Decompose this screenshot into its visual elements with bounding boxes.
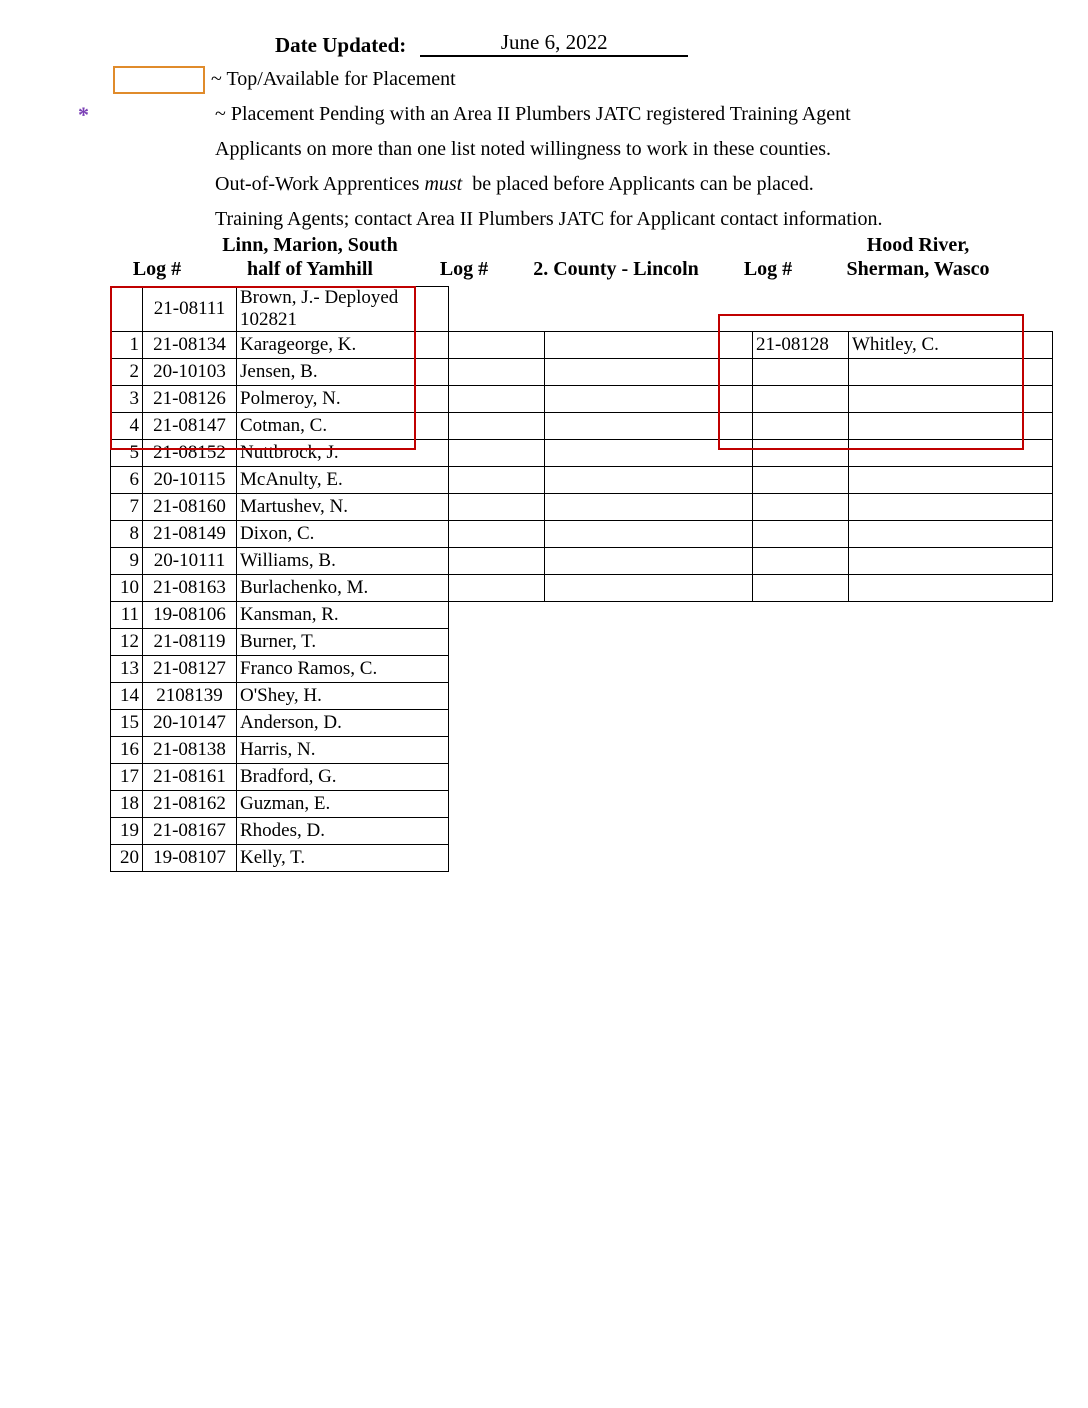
cell-log-number: 20-10147 (143, 710, 237, 737)
legend-line-3 (78, 132, 1038, 167)
cell-applicant-name-2 (545, 386, 753, 413)
row-number: 7 (111, 494, 143, 521)
cell-log-number-2 (449, 467, 545, 494)
table-row (111, 764, 1053, 791)
cell-log-number: 21-08138 (143, 737, 237, 764)
legend-note-apprentices-italic: must (424, 173, 463, 195)
cell-applicant-name-2 (545, 521, 753, 548)
cell-applicant-name: Harris, N. (237, 737, 449, 764)
cell-log-number: 21-08119 (143, 629, 237, 656)
table-row (111, 629, 1053, 656)
cell-log-number: 21-08127 (143, 656, 237, 683)
legend-line-5 (78, 202, 1038, 237)
cell-log-number: 21-08161 (143, 764, 237, 791)
row-number: 9 (111, 548, 143, 575)
header-region-1-line1: Linn, Marion, South (222, 234, 398, 256)
cell-log-number-3 (753, 413, 849, 440)
cell-applicant-name-2 (545, 467, 753, 494)
cell-log-number: 21-08126 (143, 386, 237, 413)
header-region-1-line2: half of Yamhill (247, 258, 373, 280)
cell-applicant-name: Guzman, E. (237, 791, 449, 818)
cell-applicant-name-3 (849, 521, 1053, 548)
row-number (111, 287, 143, 332)
cell-log-number-3: 21-08128 (753, 332, 849, 359)
cell-log-number-3 (753, 359, 849, 386)
cell-log-number: 21-08163 (143, 575, 237, 602)
cell-applicant-name-3 (849, 467, 1053, 494)
cell-log-number-2 (449, 413, 545, 440)
legend-note-multiple-lists: Applicants on more than one list noted willingness to work in these counties. (215, 138, 832, 160)
table-row (111, 440, 1053, 467)
cell-log-number: 20-10103 (143, 359, 237, 386)
row-number: 16 (111, 737, 143, 764)
cell-applicant-name: Williams, B. (237, 548, 449, 575)
cell-log-number-3 (753, 494, 849, 521)
cell-log-number: 2108139 (143, 683, 237, 710)
date-updated-value-underline (420, 30, 688, 57)
top-available-color-swatch (113, 66, 205, 94)
cell-log-number: 21-08160 (143, 494, 237, 521)
cell-log-number-2 (449, 521, 545, 548)
table-row (111, 656, 1053, 683)
table-row (111, 359, 1053, 386)
cell-applicant-name-2 (545, 413, 753, 440)
cell-applicant-name: Brown, J.- Deployed 102821 (237, 287, 449, 332)
date-updated-row (275, 30, 688, 57)
legend-swatch-note: ~ Top/Available for Placement (211, 68, 456, 90)
cell-applicant-name-3 (849, 359, 1053, 386)
row-number: 8 (111, 521, 143, 548)
header-region-2: 2. County - Lincoln (533, 258, 699, 280)
legend-note-training-agents: Training Agents; contact Area II Plumbers JATC for Applicant contact information. (215, 208, 883, 230)
cell-log-number-3 (753, 548, 849, 575)
table-row (111, 548, 1053, 575)
table-row (111, 386, 1053, 413)
row-number: 15 (111, 710, 143, 737)
cell-applicant-name: Kelly, T. (237, 845, 449, 872)
cell-applicant-name-3 (849, 548, 1053, 575)
table-row (111, 413, 1053, 440)
table-row (111, 494, 1053, 521)
table-row (111, 521, 1053, 548)
row-number: 10 (111, 575, 143, 602)
cell-applicant-name: Burlachenko, M. (237, 575, 449, 602)
cell-applicant-name-2 (545, 548, 753, 575)
cell-log-number-2 (449, 548, 545, 575)
cell-log-number-2 (449, 575, 545, 602)
cell-applicant-name-2 (545, 440, 753, 467)
cell-applicant-name-2 (545, 575, 753, 602)
cell-log-number-2 (449, 440, 545, 467)
cell-log-number: 21-08149 (143, 521, 237, 548)
table-row (111, 467, 1053, 494)
row-number: 5 (111, 440, 143, 467)
header-region-3-line1: Hood River, (866, 234, 970, 256)
cell-log-number-2 (449, 494, 545, 521)
legend-line-4 (78, 167, 1038, 202)
cell-log-number-2 (449, 386, 545, 413)
row-number: 14 (111, 683, 143, 710)
legend-line-asterisk (78, 97, 1038, 132)
row-number: 4 (111, 413, 143, 440)
cell-log-number: 19-08107 (143, 845, 237, 872)
cell-log-number-3 (753, 575, 849, 602)
cell-log-number-3 (753, 521, 849, 548)
cell-applicant-name: Cotman, C. (237, 413, 449, 440)
table-row (111, 818, 1053, 845)
table-row (111, 683, 1053, 710)
cell-log-number: 21-08167 (143, 818, 237, 845)
table-row (111, 332, 1053, 359)
table-row (111, 791, 1053, 818)
row-number: 3 (111, 386, 143, 413)
row-number: 11 (111, 602, 143, 629)
cell-log-number-3 (753, 440, 849, 467)
cell-applicant-name-3 (849, 494, 1053, 521)
cell-applicant-name: Franco Ramos, C. (237, 656, 449, 683)
table-row (111, 737, 1053, 764)
cell-log-number: 19-08106 (143, 602, 237, 629)
cell-applicant-name-3 (849, 575, 1053, 602)
cell-applicant-name-2 (545, 359, 753, 386)
row-number: 13 (111, 656, 143, 683)
cell-applicant-name: Dixon, C. (237, 521, 449, 548)
cell-applicant-name: Kansman, R. (237, 602, 449, 629)
header-region-3-line2: Sherman, Wasco (846, 258, 990, 280)
cell-log-number: 21-08152 (143, 440, 237, 467)
cell-applicant-name: Rhodes, D. (237, 818, 449, 845)
cell-log-number: 21-08111 (143, 287, 237, 332)
header-log-2: Log # (439, 258, 489, 280)
legend-note-apprentices-a: Out-of-Work Apprentices (215, 173, 420, 195)
cell-applicant-name-2 (545, 494, 753, 521)
cell-log-number: 21-08162 (143, 791, 237, 818)
cell-applicant-name-3 (849, 413, 1053, 440)
cell-applicant-name: O'Shey, H. (237, 683, 449, 710)
cell-applicant-name: Polmeroy, N. (237, 386, 449, 413)
cell-applicant-name: Jensen, B. (237, 359, 449, 386)
cell-log-number: 20-10111 (143, 548, 237, 575)
cell-applicant-name: Anderson, D. (237, 710, 449, 737)
cell-log-number-2 (449, 332, 545, 359)
cell-applicant-name: McAnulty, E. (237, 467, 449, 494)
row-number: 17 (111, 764, 143, 791)
cell-log-number: 21-08134 (143, 332, 237, 359)
cell-log-number: 21-08147 (143, 413, 237, 440)
cell-applicant-name: Karageorge, K. (237, 332, 449, 359)
table-row (111, 575, 1053, 602)
row-number: 18 (111, 791, 143, 818)
header-log-1: Log # (132, 258, 182, 280)
row-number: 19 (111, 818, 143, 845)
legend-block (78, 62, 1038, 237)
header-log-3: Log # (743, 258, 793, 280)
table-row (111, 710, 1053, 737)
cell-applicant-name-3 (849, 440, 1053, 467)
table-row (111, 845, 1053, 872)
cell-applicant-name: Burner, T. (237, 629, 449, 656)
cell-log-number-3 (753, 386, 849, 413)
legend-note-apprentices (215, 173, 814, 196)
cell-log-number: 20-10115 (143, 467, 237, 494)
applicant-list-table (110, 286, 1053, 872)
row-number: 2 (111, 359, 143, 386)
cell-log-number-3 (753, 467, 849, 494)
cell-applicant-name: Martushev, N. (237, 494, 449, 521)
table-row-deployed (111, 287, 1053, 332)
row-number: 12 (111, 629, 143, 656)
row-number: 20 (111, 845, 143, 872)
date-updated-label: Date Updated: (275, 33, 407, 57)
table-body (111, 287, 1053, 872)
cell-applicant-name-3 (849, 386, 1053, 413)
row-number: 1 (111, 332, 143, 359)
legend-line-swatch (78, 62, 1038, 97)
asterisk-marker: * (78, 101, 89, 127)
date-updated-value: June 6, 2022 (500, 30, 608, 54)
cell-applicant-name-3: Whitley, C. (849, 332, 1053, 359)
table-row (111, 602, 1053, 629)
legend-asterisk-note: ~ Placement Pending with an Area II Plumbers JATC registered Training Agent (215, 103, 851, 125)
cell-applicant-name: Nuttbrock, J. (237, 440, 449, 467)
cell-applicant-name: Bradford, G. (237, 764, 449, 791)
cell-log-number-2 (449, 359, 545, 386)
cell-applicant-name-2 (545, 332, 753, 359)
row-number: 6 (111, 467, 143, 494)
legend-note-apprentices-b: be placed before Applicants can be placed. (472, 173, 814, 195)
